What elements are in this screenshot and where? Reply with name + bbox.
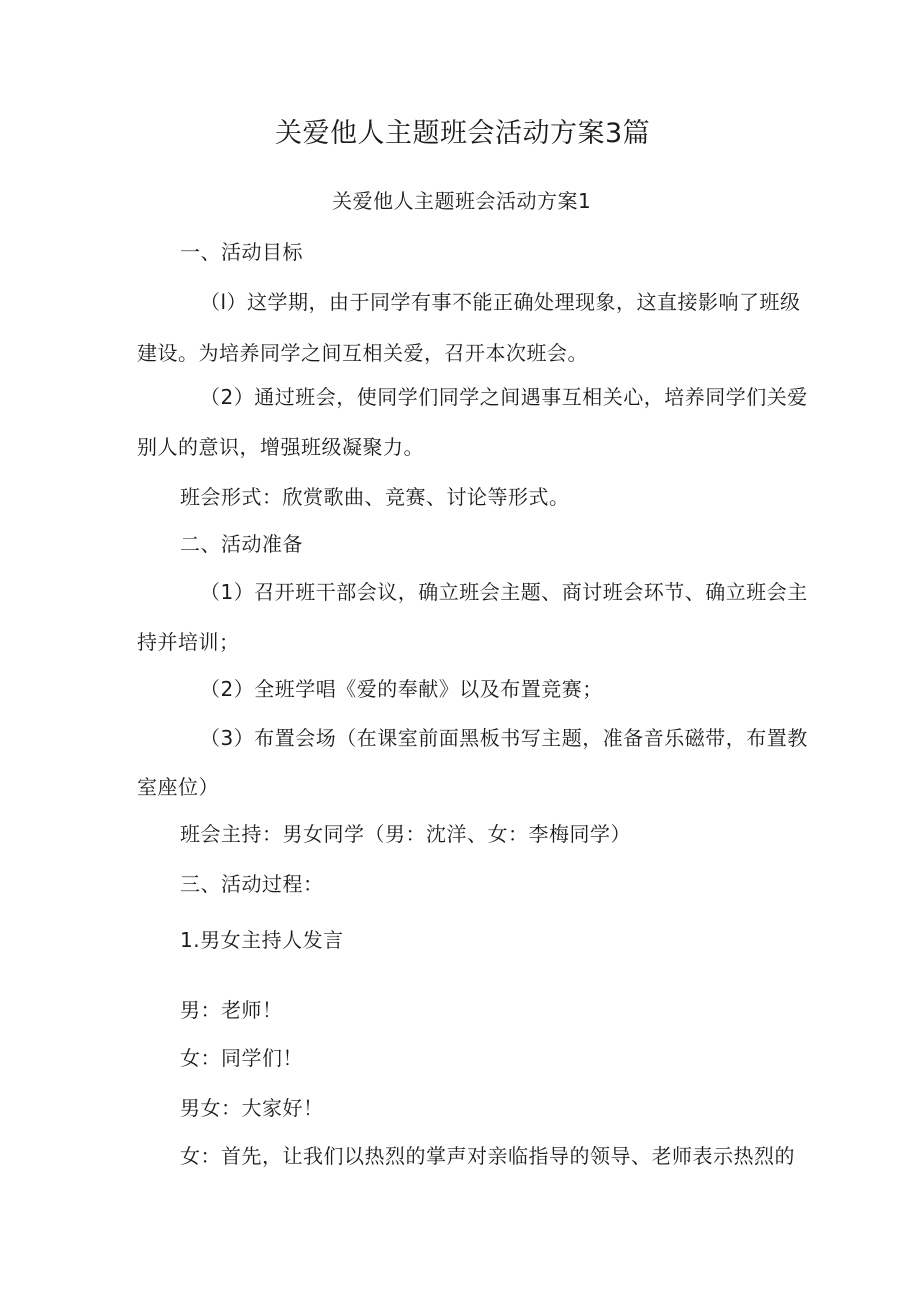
section-heading-goals: 一、活动目标	[180, 240, 303, 264]
document-subtitle: 关爱他人主题班会活动方案1	[332, 189, 592, 213]
section-heading-preparation: 二、活动准备	[180, 532, 303, 556]
paragraph-line: 别人的意识，增强班级凝聚力。	[137, 435, 424, 459]
dialogue-line: 女：首先，让我们以热烈的掌声对亲临指导的领导、老师表示热烈的	[180, 1144, 795, 1168]
paragraph-line: 班会形式：欣赏歌曲、竞赛、讨论等形式。	[180, 485, 570, 509]
paragraph-line: 1.男女主持人发言	[180, 928, 344, 952]
paragraph-line: 室座位）	[137, 775, 219, 799]
paragraph-line: 班会主持：男女同学（男：沈洋、女：李梅同学）	[180, 822, 631, 846]
paragraph-line: （3）布置会场（在课室前面黑板书写主题，准备音乐磁带，布置教	[200, 726, 808, 750]
paragraph-line: （2）全班学唱《爱的奉献》以及布置竞赛；	[200, 677, 603, 701]
dialogue-line: 女：同学们！	[180, 1046, 303, 1070]
paragraph-line: （2）通过班会，使同学们同学之间遇事互相关心，培养同学们关爱	[200, 385, 808, 409]
paragraph-line: 持并培训；	[137, 630, 240, 654]
section-heading-process: 三、活动过程：	[180, 872, 324, 896]
dialogue-line: 男女：大家好！	[180, 1096, 324, 1120]
paragraph-line: （1）召开班干部会议，确立班会主题、商讨班会环节、确立班会主	[200, 580, 808, 604]
paragraph-line: 建设。为培养同学之间互相关爱，召开本次班会。	[137, 341, 588, 365]
dialogue-line: 男：老师！	[180, 998, 283, 1022]
document-title: 关爱他人主题班会活动方案3篇	[275, 118, 651, 149]
paragraph-line: （l）这学期，由于同学有事不能正确处理现象，这直接影响了班级	[200, 290, 801, 314]
